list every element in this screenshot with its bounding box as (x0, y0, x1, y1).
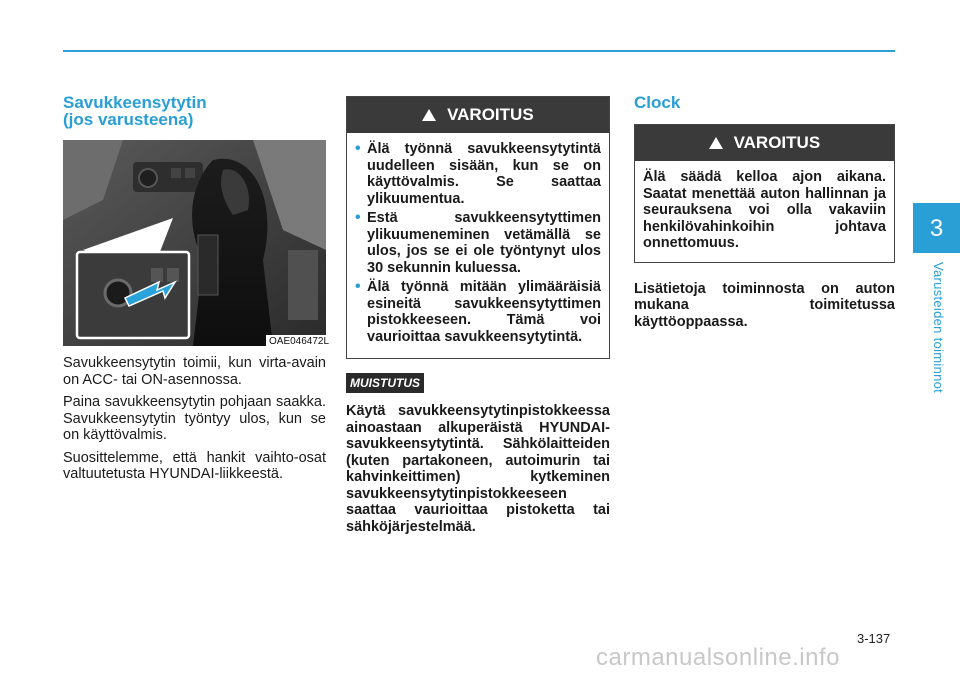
warning-header (347, 97, 609, 133)
clock-paragraph: Lisätietoja toiminnosta on auton mukana toimitetussa käyttöoppaassa. (634, 280, 895, 330)
clock-warning-text: Älä säädä kelloa ajon aikana. Saatat menettää auton hallinnan ja seurauksena voi olla vakaviin henkilövahinkoihin johtava onnettomuus. (643, 169, 886, 251)
paragraph: Paina savukkeensytytin pohjaan saakka. Savukkeensytytin työntyy ulos, kun se on käyttövalmis. (63, 394, 326, 443)
warning-item (355, 210, 601, 276)
warning-item (355, 141, 601, 207)
paragraph: Savukkeensytytin toimii, kun virta-avain on ACC- tai ON-asennossa. (63, 355, 326, 388)
note-label: MUISTUTUS (346, 373, 424, 393)
chapter-title: Varusteiden toiminnot (931, 262, 946, 394)
warning-item-text: Älä työnnä savukkeensytytintä uudelleen sisään, kun se on käyttövalmis. Se saattaa ylikuumentua. (367, 141, 601, 207)
watermark: carmanualsonline.info (596, 644, 840, 671)
warning-item-text: Estä savukkeensytyttimen ylikuumeneminen vetämällä se ulos, jos se ei ole työntynyt ulos 30 sekunnin kuluessa. (367, 210, 601, 276)
warning-box (346, 96, 610, 359)
warning-title: VAROITUS (447, 105, 534, 124)
image-code: OAE046472L (266, 335, 332, 348)
top-rule (63, 50, 895, 52)
warning-item (355, 279, 601, 345)
cigarette-lighter-photo (63, 140, 326, 346)
warning-body (635, 161, 894, 262)
middle-column (346, 96, 610, 535)
cigarette-lighter-heading (63, 94, 326, 128)
warning-body (347, 133, 609, 358)
bullet-icon: • (355, 209, 361, 226)
warning-header (635, 125, 894, 161)
paragraph: Suosittelemme, että hankit vaihto-osat valtuutetusta HYUNDAI-liikkeestä. (63, 449, 326, 482)
bullet-icon: • (355, 278, 361, 295)
bullet-icon: • (355, 140, 361, 157)
page-number: 3-137 (857, 631, 891, 646)
warning-item-text: Älä työnnä mitään ylimääräisiä esineitä savukkeensytyttimen pistokkeeseen. Tämä voi vaurioittaa savukkeensytytintä. (367, 279, 601, 345)
right-column (634, 94, 895, 330)
clock-heading: Clock (634, 93, 681, 112)
note-text: Käytä savukkeensytytinpistokkeessa ainoastaan alkuperäistä HYUNDAI-savukkeensytytintä. Sähkölaitteiden (kuten partakoneen, autoimurin tai kahvinkeittimen) kytkeminen savukkeensytytinpistokkeeseen saattaa vaurioittaa pistoketta tai sähköjärjestelmää. (346, 403, 610, 535)
chapter-number-tab: 3 (913, 203, 960, 253)
clock-warning-box (634, 124, 895, 263)
warning-title: VAROITUS (733, 133, 821, 152)
console-illustration (63, 140, 326, 346)
heading-line-2: (jos varusteena) (63, 110, 194, 129)
heading-line-1: Savukkeensytytin (63, 93, 207, 112)
warning-triangle-icon: ! (709, 137, 723, 149)
left-text (63, 355, 326, 489)
warning-triangle-icon: ! (422, 109, 436, 121)
left-column (63, 94, 326, 128)
